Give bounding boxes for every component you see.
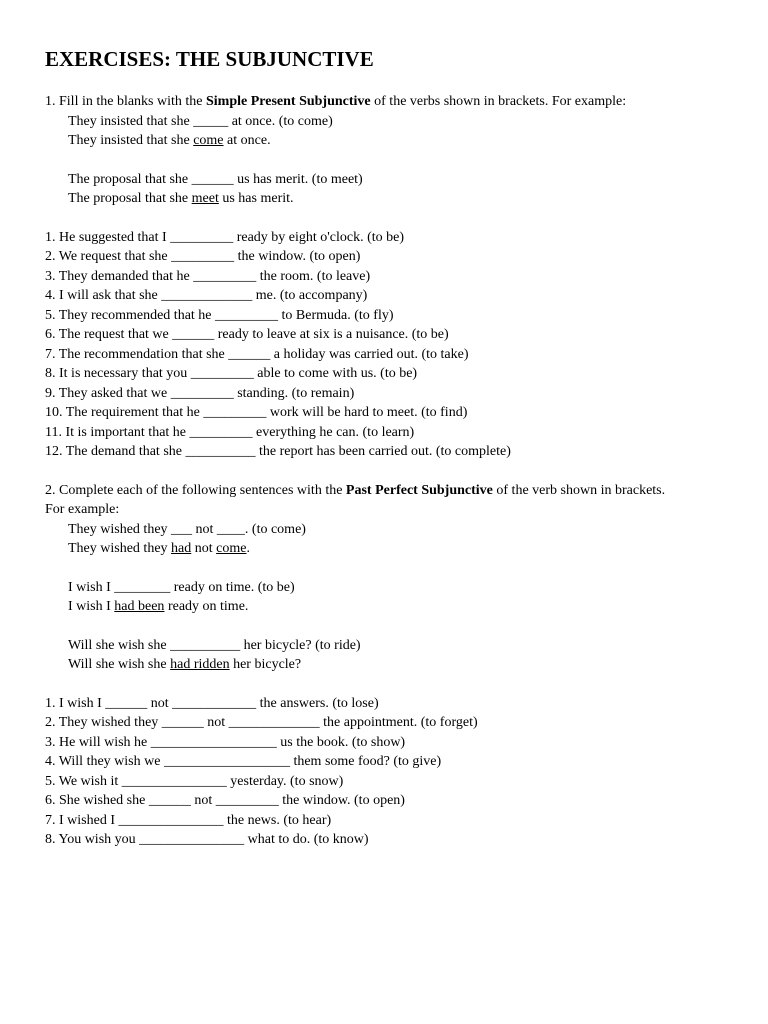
section2-exercise-list [45,694,738,850]
exercise-item: 2. They wished they ______ not _____________ the appointment. (to forget) [45,715,478,730]
exercise-item: 10. The requirement that he _________ work will be hard to meet. (to find) [45,405,468,420]
section1-exercise-list [45,228,738,462]
section1-instruction: 1. Fill in the blanks with the Simple Present Subjunctive of the verbs shown in brackets. For example: [45,94,627,109]
answer-underlined: come [216,541,247,556]
exercise-item: 6. She wished she ______ not _________ the window. (to open) [45,793,405,808]
example-question: I wish I ________ ready on time. (to be) [68,579,295,595]
answer-underlined: come [193,133,224,148]
exercise-item: 6. The request that we ______ ready to leave at six is a nuisance. (to be) [45,327,449,342]
section1-instruction-bold: Simple Present Subjunctive [206,94,371,109]
section2-instruction: 2. Complete each of the following sentences with the Past Perfect Subjunctive of the verb shown in brackets. [45,482,666,498]
example-question: They insisted that she _____ at once. (to come) [68,113,333,129]
exercise-item: 11. It is important that he _________ everything he can. (to learn) [45,424,415,440]
answer-underlined: meet [191,191,219,206]
exercise-item: 3. They demanded that he _________ the room. (to leave) [45,268,371,284]
example-answer: They insisted that she come at once. [68,133,271,148]
exercise-item: 7. I wished I _______________ the news. (to hear) [45,812,332,828]
example-answer: Will she wish she had ridden her bicycle? [68,657,302,672]
exercise-item: 7. The recommendation that she ______ a holiday was carried out. (to take) [45,346,469,362]
example-question: They wished they ___ not ____. (to come) [68,521,306,537]
answer-underlined: had [171,541,192,556]
exercise-item: 1. He suggested that I _________ ready by eight o'clock. (to be) [45,229,405,245]
answer-underlined: had ridden [170,657,230,672]
exercise-item: 8. You wish you _______________ what to do. (to know) [45,832,369,847]
exercise-item: 9. They asked that we _________ standing. (to remain) [45,385,355,401]
example-question: Will she wish she __________ her bicycle? (to ride) [68,637,361,653]
exercise-item: 3. He will wish he __________________ us the book. (to show) [45,734,406,750]
exercise-item: 2. We request that she _________ the window. (to open) [45,249,361,264]
section2-instruction-line2: For example: [45,502,120,517]
exercise-item: 4. I will ask that she _____________ me. (to accompany) [45,288,368,303]
exercise-item: 8. It is necessary that you _________ able to come with us. (to be) [45,366,418,381]
exercise-item: 5. They recommended that he _________ to Bermuda. (to fly) [45,307,394,323]
section2-instruction-bold: Past Perfect Subjunctive [345,482,493,498]
exercise-item: 1. I wish I ______ not ____________ the answers. (to lose) [45,695,379,711]
example-question: The proposal that she ______ us has merit. (to meet) [68,171,363,187]
exercise-item: 4. Will they wish we __________________ them some food? (to give) [45,754,442,769]
example-answer: The proposal that she meet us has merit. [68,191,294,206]
example-answer: I wish I had been ready on time. [68,599,249,614]
page-title: EXERCISES: THE SUBJUNCTIVE [45,47,374,71]
answer-underlined: had been [114,599,165,614]
exercise-item: 12. The demand that she __________ the report has been carried out. (to complete) [45,444,511,459]
exercise-item: 5. We wish it _______________ yesterday. (to snow) [45,773,344,789]
example-answer: They wished they had not come. [68,541,250,556]
